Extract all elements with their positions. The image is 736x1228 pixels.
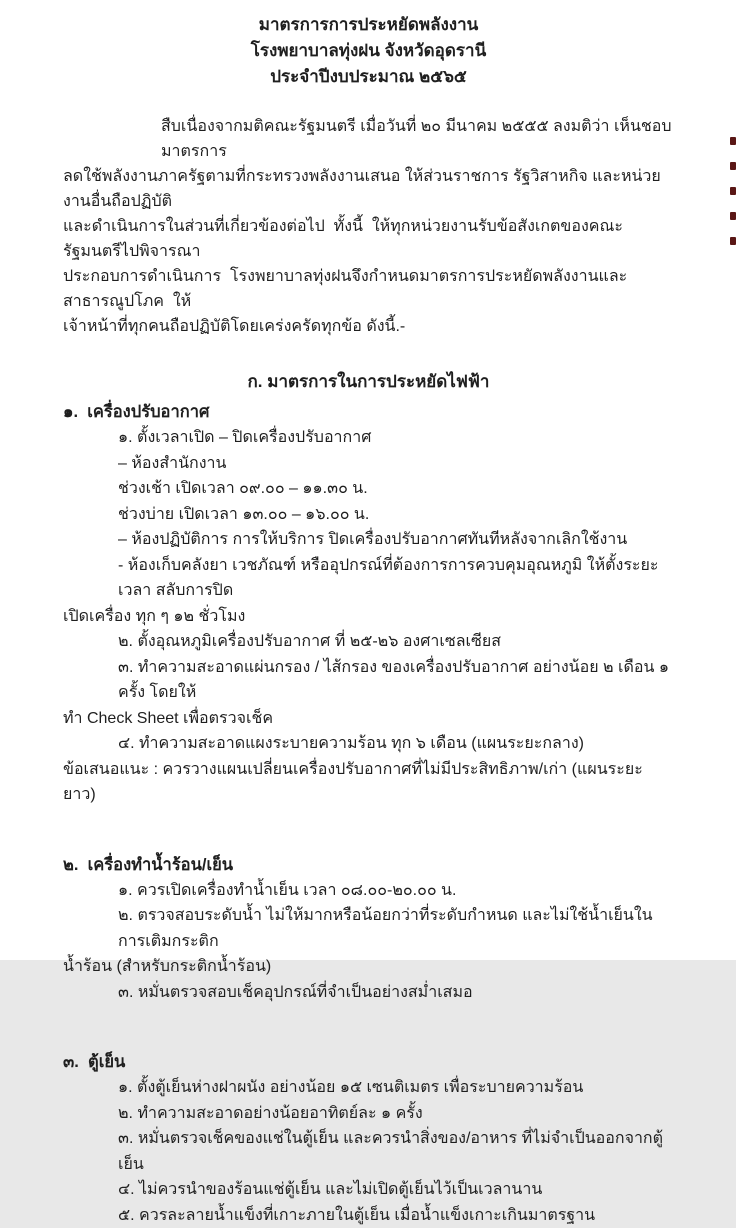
- doc-line: - ห้องเก็บคลังยา เวชภัณฑ์ หรืออุปกรณ์ที่ต้องการการควบคุมอุณหภูมิ ให้ตั้งระยะเวลา สลับการปิด: [63, 553, 674, 604]
- doc-line: ทำ Check Sheet เพื่อตรวจเช็ค: [63, 706, 674, 732]
- doc-line: ๔. ไม่ควรนำของร้อนแช่ตู้เย็น และไม่เปิดตู้เย็นไว้เป็นเวลานาน: [63, 1177, 674, 1203]
- doc-line: ข้อเสนอแนะ : ควรวางแผนเปลี่ยนเครื่องปรับอากาศที่ไม่มีประสิทธิภาพ/เก่า (แผนระยะยาว): [63, 757, 674, 808]
- scan-artifact-mark: [730, 187, 736, 195]
- doc-line: ๒. ตรวจสอบระดับน้ำ ไม่ให้มากหรือน้อยกว่าที่ระดับกำหนด และไม่ใช้น้ำเย็นในการเติมกระติก: [63, 903, 674, 954]
- title-line: โรงพยาบาลทุ่งฝน จังหวัดอุดรานี: [63, 38, 674, 64]
- section-a-heading: ก. มาตรการในการประหยัดไฟฟ้า: [63, 369, 674, 395]
- intro-paragraph: [63, 114, 674, 339]
- intro-line: ประกอบการดำเนินการ โรงพยาบาลทุ่งฝนจึงกำหนดมาตรการประหยัดพลังงานและสาธารณูปโภค ให้: [63, 264, 674, 314]
- doc-line: ช่วงเช้า เปิดเวลา ๐๙.๐๐ – ๑๑.๓๐ น.: [63, 476, 674, 502]
- scan-artifact-mark: [730, 237, 736, 245]
- doc-line: ๑. ตั้งตู้เย็นห่างฝาผนัง อย่างน้อย ๑๕ เซนติเมตร เพื่อระบายความร้อน: [63, 1075, 674, 1101]
- doc-line: ๔. ทำความสะอาดแผงระบายความร้อน ทุก ๖ เดือน (แผนระยะกลาง): [63, 731, 674, 757]
- doc-line: ๑. ตั้งเวลาเปิด – ปิดเครื่องปรับอากาศ: [63, 425, 674, 451]
- document-body: [63, 399, 674, 1228]
- doc-line: ๓. หมั่นตรวจเช็คของแช่ในตู้เย็น และควรนำสิ่งของ/อาหาร ที่ไม่จำเป็นออกจากตู้เย็น: [63, 1126, 674, 1177]
- doc-line: ๒. ตั้งอุณหภูมิเครื่องปรับอากาศ ที่ ๒๕-๒๖ องศาเซลเซียส: [63, 629, 674, 655]
- doc-line: ๓. ตู้เย็น: [63, 1049, 674, 1075]
- intro-line: และดำเนินการในส่วนที่เกี่ยวข้องต่อไป ทั้งนี้ ให้ทุกหน่วยงานรับข้อสังเกตของคณะรัฐมนตรีไปพิจารณา: [63, 214, 674, 264]
- scan-artifact-mark: [730, 137, 736, 145]
- scan-artifact-mark: [730, 162, 736, 170]
- doc-line: ๓. ทำความสะอาดแผ่นกรอง / ไส้กรอง ของเครื่องปรับอากาศ อย่างน้อย ๒ เดือน ๑ ครั้ง โดยให้: [63, 655, 674, 706]
- doc-line: ๑. เครื่องปรับอากาศ: [63, 399, 674, 425]
- doc-line: ๒. ทำความสะอาดอย่างน้อยอาทิตย์ละ ๑ ครั้ง: [63, 1101, 674, 1127]
- doc-line: น้ำร้อน (สำหรับกระติกน้ำร้อน): [63, 954, 674, 980]
- doc-line: ๒. เครื่องทำน้ำร้อน/เย็น: [63, 852, 674, 878]
- doc-line: ๕. ควรละลายน้ำแข็งที่เกาะภายในตู้เย็น เมื่อน้ำแข็งเกาะเกินมาตรฐาน: [63, 1203, 674, 1228]
- scan-artifact-mark: [730, 212, 736, 220]
- doc-line: เปิดเครื่อง ทุก ๆ ๑๒ ชั่วโมง: [63, 604, 674, 630]
- doc-line: ๑. ควรเปิดเครื่องทำน้ำเย็น เวลา ๐๘.๐๐-๒๐.๐๐ น.: [63, 878, 674, 904]
- title-line: ประจำปีงบประมาณ ๒๕๖๕: [63, 64, 674, 90]
- intro-line: สืบเนื่องจากมติคณะรัฐมนตรี เมื่อวันที่ ๒๐ มีนาคม ๒๕๕๕ ลงมติว่า เห็นชอบมาตรการ: [63, 114, 674, 164]
- intro-line: ลดใช้พลังงานภาครัฐตามที่กระทรวงพลังงานเสนอ ให้ส่วนราชการ รัฐวิสาหกิจ และหน่วยงานอื่นถือปฏิบัติ: [63, 164, 674, 214]
- title-line: มาตรการการประหยัดพลังงาน: [63, 12, 674, 38]
- document-title: [63, 12, 674, 90]
- doc-line: ๓. หมั่นตรวจสอบเช็คอุปกรณ์ที่จำเป็นอย่างสม่ำเสมอ: [63, 980, 674, 1006]
- intro-line: เจ้าหน้าที่ทุกคนถือปฏิบัติโดยเคร่งครัดทุกข้อ ดังนี้.-: [63, 314, 674, 339]
- doc-line: ช่วงบ่าย เปิดเวลา ๑๓.๐๐ – ๑๖.๐๐ น.: [63, 502, 674, 528]
- doc-line: – ห้องสำนักงาน: [63, 451, 674, 477]
- doc-line: – ห้องปฏิบัติการ การให้บริการ ปิดเครื่องปรับอากาศทันทีหลังจากเลิกใช้งาน: [63, 527, 674, 553]
